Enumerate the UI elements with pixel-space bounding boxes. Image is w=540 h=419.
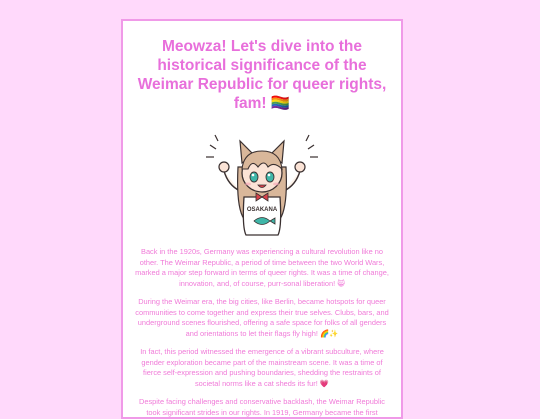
article-paragraph-1: Back in the 1920s, Germany was experiencing a cultural revolution like no other. The Weimar Republic, a period of time between the two World Wars, marked a major step forward in terms of queer rights. It was a time of change, innovation, and, of course, purr-sonal liberation! 😸: [135, 247, 389, 288]
article-title: Meowza! Let's dive into the historical significance of the Weimar Republic for queer rights, fam! 🏳️‍🌈: [137, 38, 387, 112]
article-paragraph-2: During the Weimar era, the big cities, like Berlin, became hotspots for queer communities to come together and express their true selves. Clubs, bars, and underground scenes flourished, offering a safe space for folks of all genders and orientations to let their flags fly high! 🌈✨: [135, 297, 389, 338]
article-paragraph-3: In fact, this period witnessed the emergence of a vibrant subculture, where gender exploration became part of the mainstream scene. It was a time of fierce self-expression and pushing boundaries, shedding the restraints of societal norms like a cat sheds its fur! 💗: [140, 347, 384, 388]
article-card: [121, 19, 403, 419]
article-paragraph-4: Despite facing challenges and conservative backlash, the Weimar Republic took significant strides in our rights. In 1919, Germany became the first: [139, 397, 385, 417]
shirt-text: OSAKANA: [246, 207, 278, 213]
cat-girl-mascot-image: [202, 127, 322, 237]
